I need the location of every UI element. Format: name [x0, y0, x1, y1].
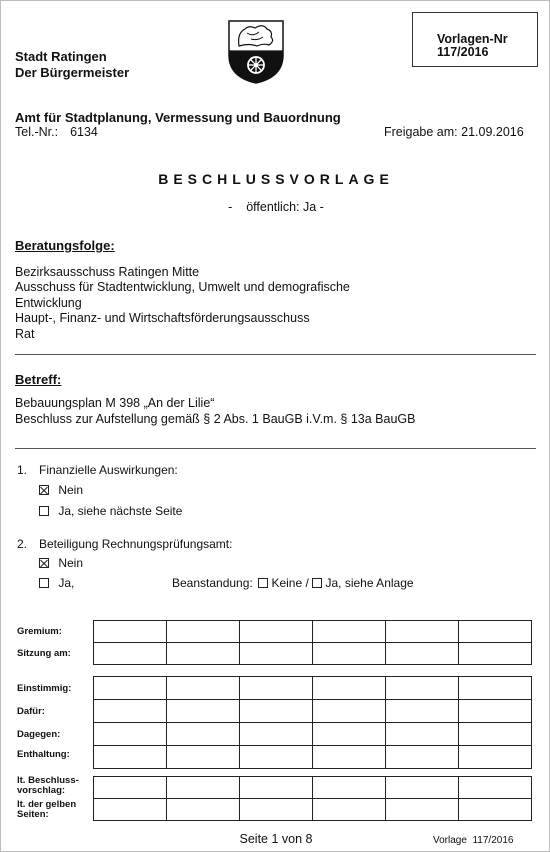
subject-title: Betreff:: [15, 372, 62, 387]
checkbox-checked[interactable]: [39, 558, 49, 568]
consultation-title: Beratungsfolge:: [15, 238, 115, 253]
objection-none-checkbox[interactable]: [258, 578, 268, 588]
grid-cell[interactable]: [386, 677, 459, 700]
checkbox-unchecked[interactable]: [39, 506, 49, 516]
grid-cell[interactable]: [167, 700, 240, 723]
consultation-item: Ausschuss für Stadtentwicklung, Umwelt und demografische: [15, 280, 350, 295]
grid-label-sitzung: Sitzung am:: [17, 648, 71, 659]
grid-cell[interactable]: [313, 723, 386, 746]
objection-label: Beanstandung:: [172, 576, 253, 590]
grid-cell[interactable]: [167, 799, 240, 821]
grid-cell[interactable]: [240, 746, 313, 769]
q2-number: 2.: [17, 537, 28, 551]
objection-yes-checkbox[interactable]: [312, 578, 322, 588]
city-name: Stadt Ratingen: [15, 49, 107, 64]
grid-cell[interactable]: [94, 746, 167, 769]
q1-option-no[interactable]: [39, 483, 83, 497]
consultation-item: Bezirksausschuss Ratingen Mitte: [15, 265, 200, 279]
q2-option-yes[interactable]: [39, 576, 74, 590]
grid-cell[interactable]: [167, 746, 240, 769]
template-number-box: [412, 12, 538, 67]
grid-cell[interactable]: [459, 621, 532, 643]
voting-grid-result: [93, 776, 532, 821]
table-row: [94, 700, 532, 723]
consultation-item: Rat: [15, 326, 35, 341]
public-note: - öffentlich: Ja -: [228, 200, 324, 214]
grid-cell[interactable]: [240, 621, 313, 643]
grid-cell[interactable]: [313, 621, 386, 643]
template-number: 117/2016: [437, 45, 489, 59]
q2-option-no-label: Nein: [58, 556, 84, 570]
grid-cell[interactable]: [240, 723, 313, 746]
grid-cell[interactable]: [386, 621, 459, 643]
grid-label-einstimmig: Einstimmig:: [17, 683, 72, 694]
grid-cell[interactable]: [459, 643, 532, 665]
grid-cell[interactable]: [240, 777, 313, 799]
phone-label: Tel.-Nr.:: [15, 125, 59, 139]
checkbox-checked[interactable]: [39, 485, 49, 495]
phone-value: 6134: [70, 125, 98, 139]
grid-label-enthaltung: Enthaltung:: [17, 749, 70, 760]
template-number-label: Vorlagen-Nr: [437, 32, 508, 46]
grid-label-gelbe-line: lt. der gelben: [17, 799, 77, 810]
objection-row: [172, 576, 414, 590]
voting-grid-session: [93, 620, 532, 665]
table-row: [94, 723, 532, 746]
grid-cell[interactable]: [386, 723, 459, 746]
grid-cell[interactable]: [167, 777, 240, 799]
department: Amt für Stadtplanung, Vermessung und Bauordnung: [15, 110, 341, 125]
grid-label-gelbe: [17, 800, 76, 820]
consultation-item: Entwicklung: [15, 295, 82, 310]
grid-cell[interactable]: [94, 621, 167, 643]
city-crest-icon: [227, 19, 285, 85]
q1-label: Finanzielle Auswirkungen:: [39, 463, 178, 477]
grid-label-gremium: Gremium:: [17, 626, 62, 637]
grid-cell[interactable]: [386, 799, 459, 821]
grid-cell[interactable]: [167, 621, 240, 643]
grid-label-gelbe-line: Seiten:: [17, 809, 49, 820]
grid-cell[interactable]: [240, 677, 313, 700]
consultation-item: Haupt-, Finanz- und Wirtschaftsförderungsausschuss: [15, 311, 310, 326]
subject-line: Beschluss zur Aufstellung gemäß § 2 Abs. 1 BauGB i.V.m. § 13a BauGB: [15, 412, 416, 426]
grid-cell[interactable]: [240, 643, 313, 665]
grid-label-dagegen: Dagegen:: [17, 729, 61, 740]
document-title: BESCHLUSSVORLAGE: [158, 171, 394, 187]
phone-number: [15, 125, 98, 139]
office-name: Der Bürgermeister: [15, 65, 130, 80]
table-row: [94, 677, 532, 700]
grid-label-beschluss-line: vorschlag:: [17, 785, 66, 796]
footer-reference: Vorlage 117/2016: [433, 835, 514, 846]
q1-option-yes-label: Ja, siehe nächste Seite: [58, 504, 183, 518]
divider: [15, 354, 536, 355]
grid-label-beschluss-line: lt. Beschluss-: [17, 775, 79, 786]
grid-cell[interactable]: [240, 799, 313, 821]
grid-cell[interactable]: [386, 777, 459, 799]
divider: [15, 448, 536, 449]
table-row: [94, 643, 532, 665]
grid-cell[interactable]: [313, 643, 386, 665]
subject-line: Bebauungsplan M 398 „An der Lilie“: [15, 396, 215, 410]
grid-cell[interactable]: [459, 723, 532, 746]
q1-option-no-label: Nein: [58, 483, 84, 497]
grid-cell[interactable]: [459, 777, 532, 799]
grid-cell[interactable]: [386, 700, 459, 723]
grid-label-dafuer: Dafür:: [17, 706, 45, 717]
grid-cell[interactable]: [240, 700, 313, 723]
table-row: [94, 621, 532, 643]
consultation-list: [15, 265, 350, 342]
grid-cell[interactable]: [94, 643, 167, 665]
grid-cell[interactable]: [167, 677, 240, 700]
objection-yes-label: Ja, siehe Anlage: [325, 576, 414, 590]
grid-cell[interactable]: [94, 723, 167, 746]
grid-cell[interactable]: [313, 777, 386, 799]
grid-cell[interactable]: [94, 677, 167, 700]
grid-label-beschluss: [17, 776, 79, 796]
q2-option-yes-label: Ja,: [58, 576, 75, 590]
table-row: [94, 777, 532, 799]
page-number: Seite 1 von 8: [239, 832, 313, 846]
grid-cell[interactable]: [167, 723, 240, 746]
grid-cell[interactable]: [459, 677, 532, 700]
grid-cell[interactable]: [459, 799, 532, 821]
grid-cell[interactable]: [313, 677, 386, 700]
grid-cell[interactable]: [94, 777, 167, 799]
q1-number: 1.: [17, 463, 28, 477]
table-row: [94, 799, 532, 821]
grid-cell[interactable]: [167, 643, 240, 665]
grid-cell[interactable]: [459, 700, 532, 723]
checkbox-unchecked[interactable]: [39, 578, 49, 588]
grid-cell[interactable]: [94, 700, 167, 723]
grid-cell[interactable]: [386, 643, 459, 665]
q2-option-no[interactable]: [39, 556, 83, 570]
voting-grid-votes: [93, 676, 532, 769]
table-row: [94, 746, 532, 769]
q1-option-yes[interactable]: [39, 504, 182, 518]
grid-cell[interactable]: [94, 799, 167, 821]
grid-cell[interactable]: [313, 746, 386, 769]
grid-cell[interactable]: [313, 700, 386, 723]
grid-cell[interactable]: [386, 746, 459, 769]
grid-cell[interactable]: [459, 746, 532, 769]
grid-cell[interactable]: [313, 799, 386, 821]
objection-none-label: Keine /: [271, 576, 309, 590]
release-date: Freigabe am: 21.09.2016: [384, 125, 524, 139]
q2-label: Beteiligung Rechnungsprüfungsamt:: [39, 537, 233, 551]
